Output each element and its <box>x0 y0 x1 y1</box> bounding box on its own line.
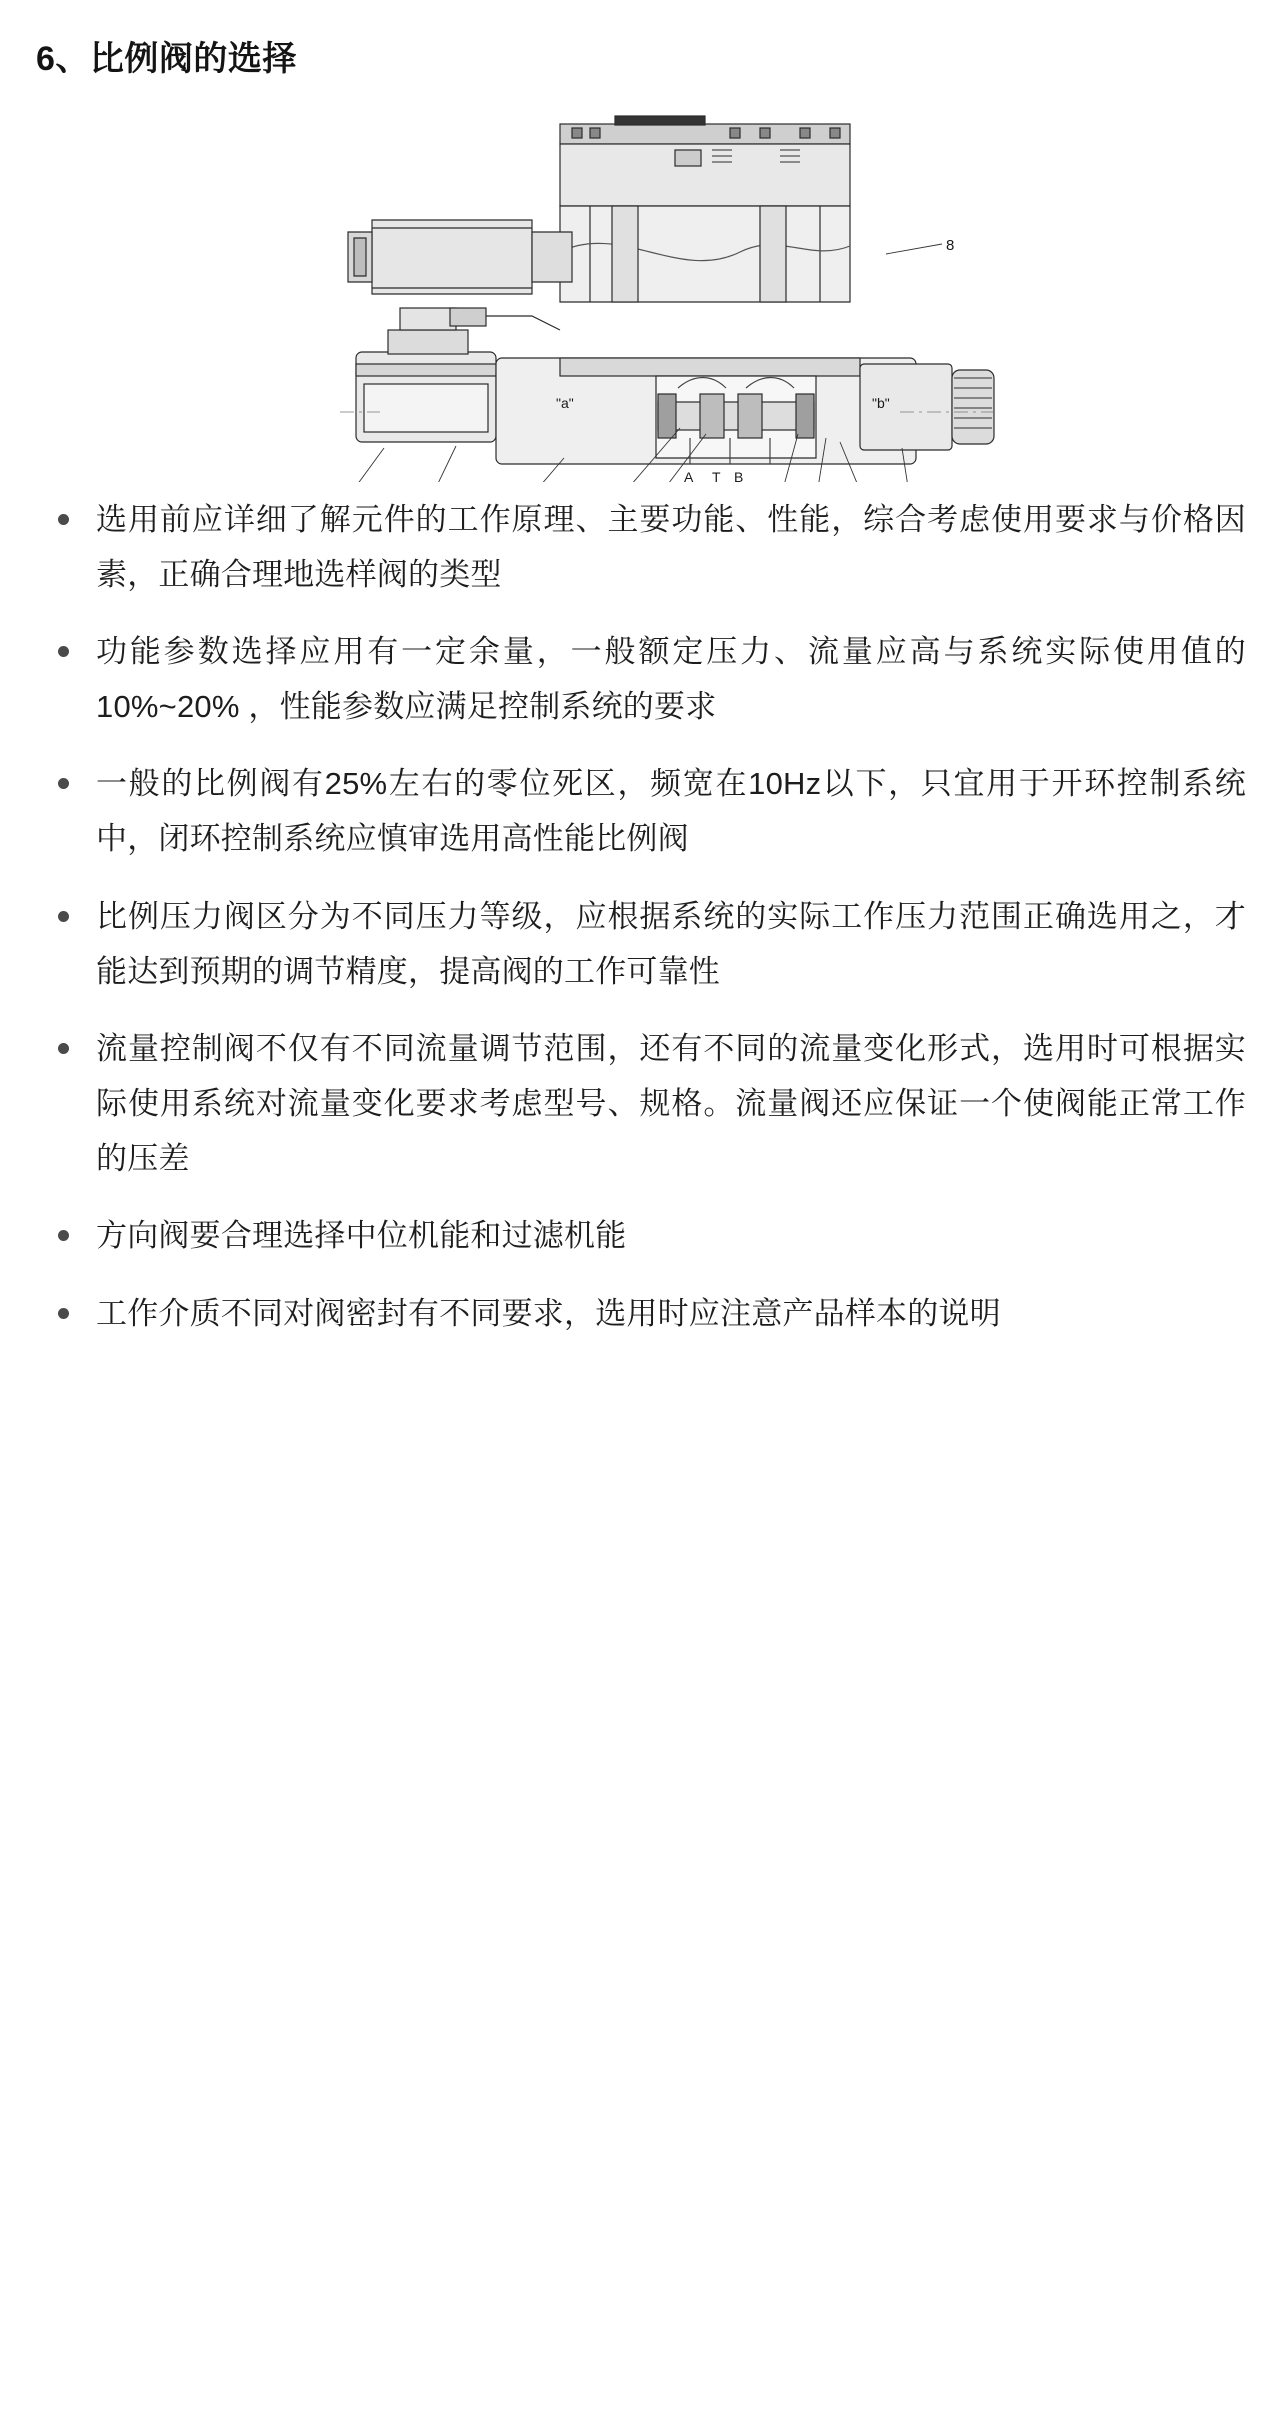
proportional-valve-cutaway-diagram <box>260 102 1020 482</box>
page-title: 6、比例阀的选择 <box>36 40 297 78</box>
list-item-text: 比例压力阀区分为不同压力等级，应根据系统的实际工作压力范围正确选用之，才能达到预期的调节精度，提高阀的工作可靠性 <box>96 898 1246 989</box>
list-item-text: 工作介质不同对阀密封有不同要求，选用时应注意产品样本的说明 <box>96 1295 1001 1331</box>
list-item <box>34 889 1246 999</box>
side-label-b: "b" <box>872 394 890 411</box>
bullet-dot-icon <box>58 1043 69 1054</box>
bullet-dot-icon <box>58 1230 69 1241</box>
bullet-dot-icon <box>58 514 69 525</box>
list-item <box>34 1286 1246 1341</box>
list-item-text: 一般的比例阀有25%左右的零位死区，频宽在10Hz以下，只宜用于开环控制系统中，闭环控制系统应慎审选用高性能比例阀 <box>96 766 1246 857</box>
bullet-dot-icon <box>58 646 69 657</box>
list-item <box>34 492 1246 602</box>
port-label-t: T <box>712 468 721 482</box>
bullet-dot-icon <box>58 778 69 789</box>
bullet-dot-icon <box>58 1308 69 1319</box>
list-item <box>34 1208 1246 1263</box>
list-item <box>34 1021 1246 1187</box>
list-item <box>34 756 1246 866</box>
selection-guidelines-list <box>34 492 1246 1341</box>
list-item-text: 功能参数选择应用有一定余量，一般额定压力、流量应高与系统实际使用值的10%~20% ，性能参数应满足控制系统的要求 <box>96 633 1246 725</box>
callout-8: 8 <box>946 236 955 254</box>
port-label-b: B <box>734 468 744 482</box>
list-item-text: 选用前应详细了解元件的工作原理、主要功能、性能，综合考虑使用要求与价格因素，正确合理地选样阀的类型 <box>96 501 1246 592</box>
list-item <box>34 624 1246 734</box>
list-item-text: 方向阀要合理选择中位机能和过滤机能 <box>96 1218 627 1254</box>
port-label-a: A <box>684 468 694 482</box>
side-label-a: "a" <box>556 394 574 411</box>
valve-diagram-figure <box>34 102 1246 482</box>
bullet-dot-icon <box>58 911 69 922</box>
list-item-text: 流量控制阀不仅有不同流量调节范围，还有不同的流量变化形式，选用时可根据实际使用系统对流量变化要求考虑型号、规格。流量阀还应保证一个使阀能正常工作的压差 <box>96 1030 1246 1177</box>
